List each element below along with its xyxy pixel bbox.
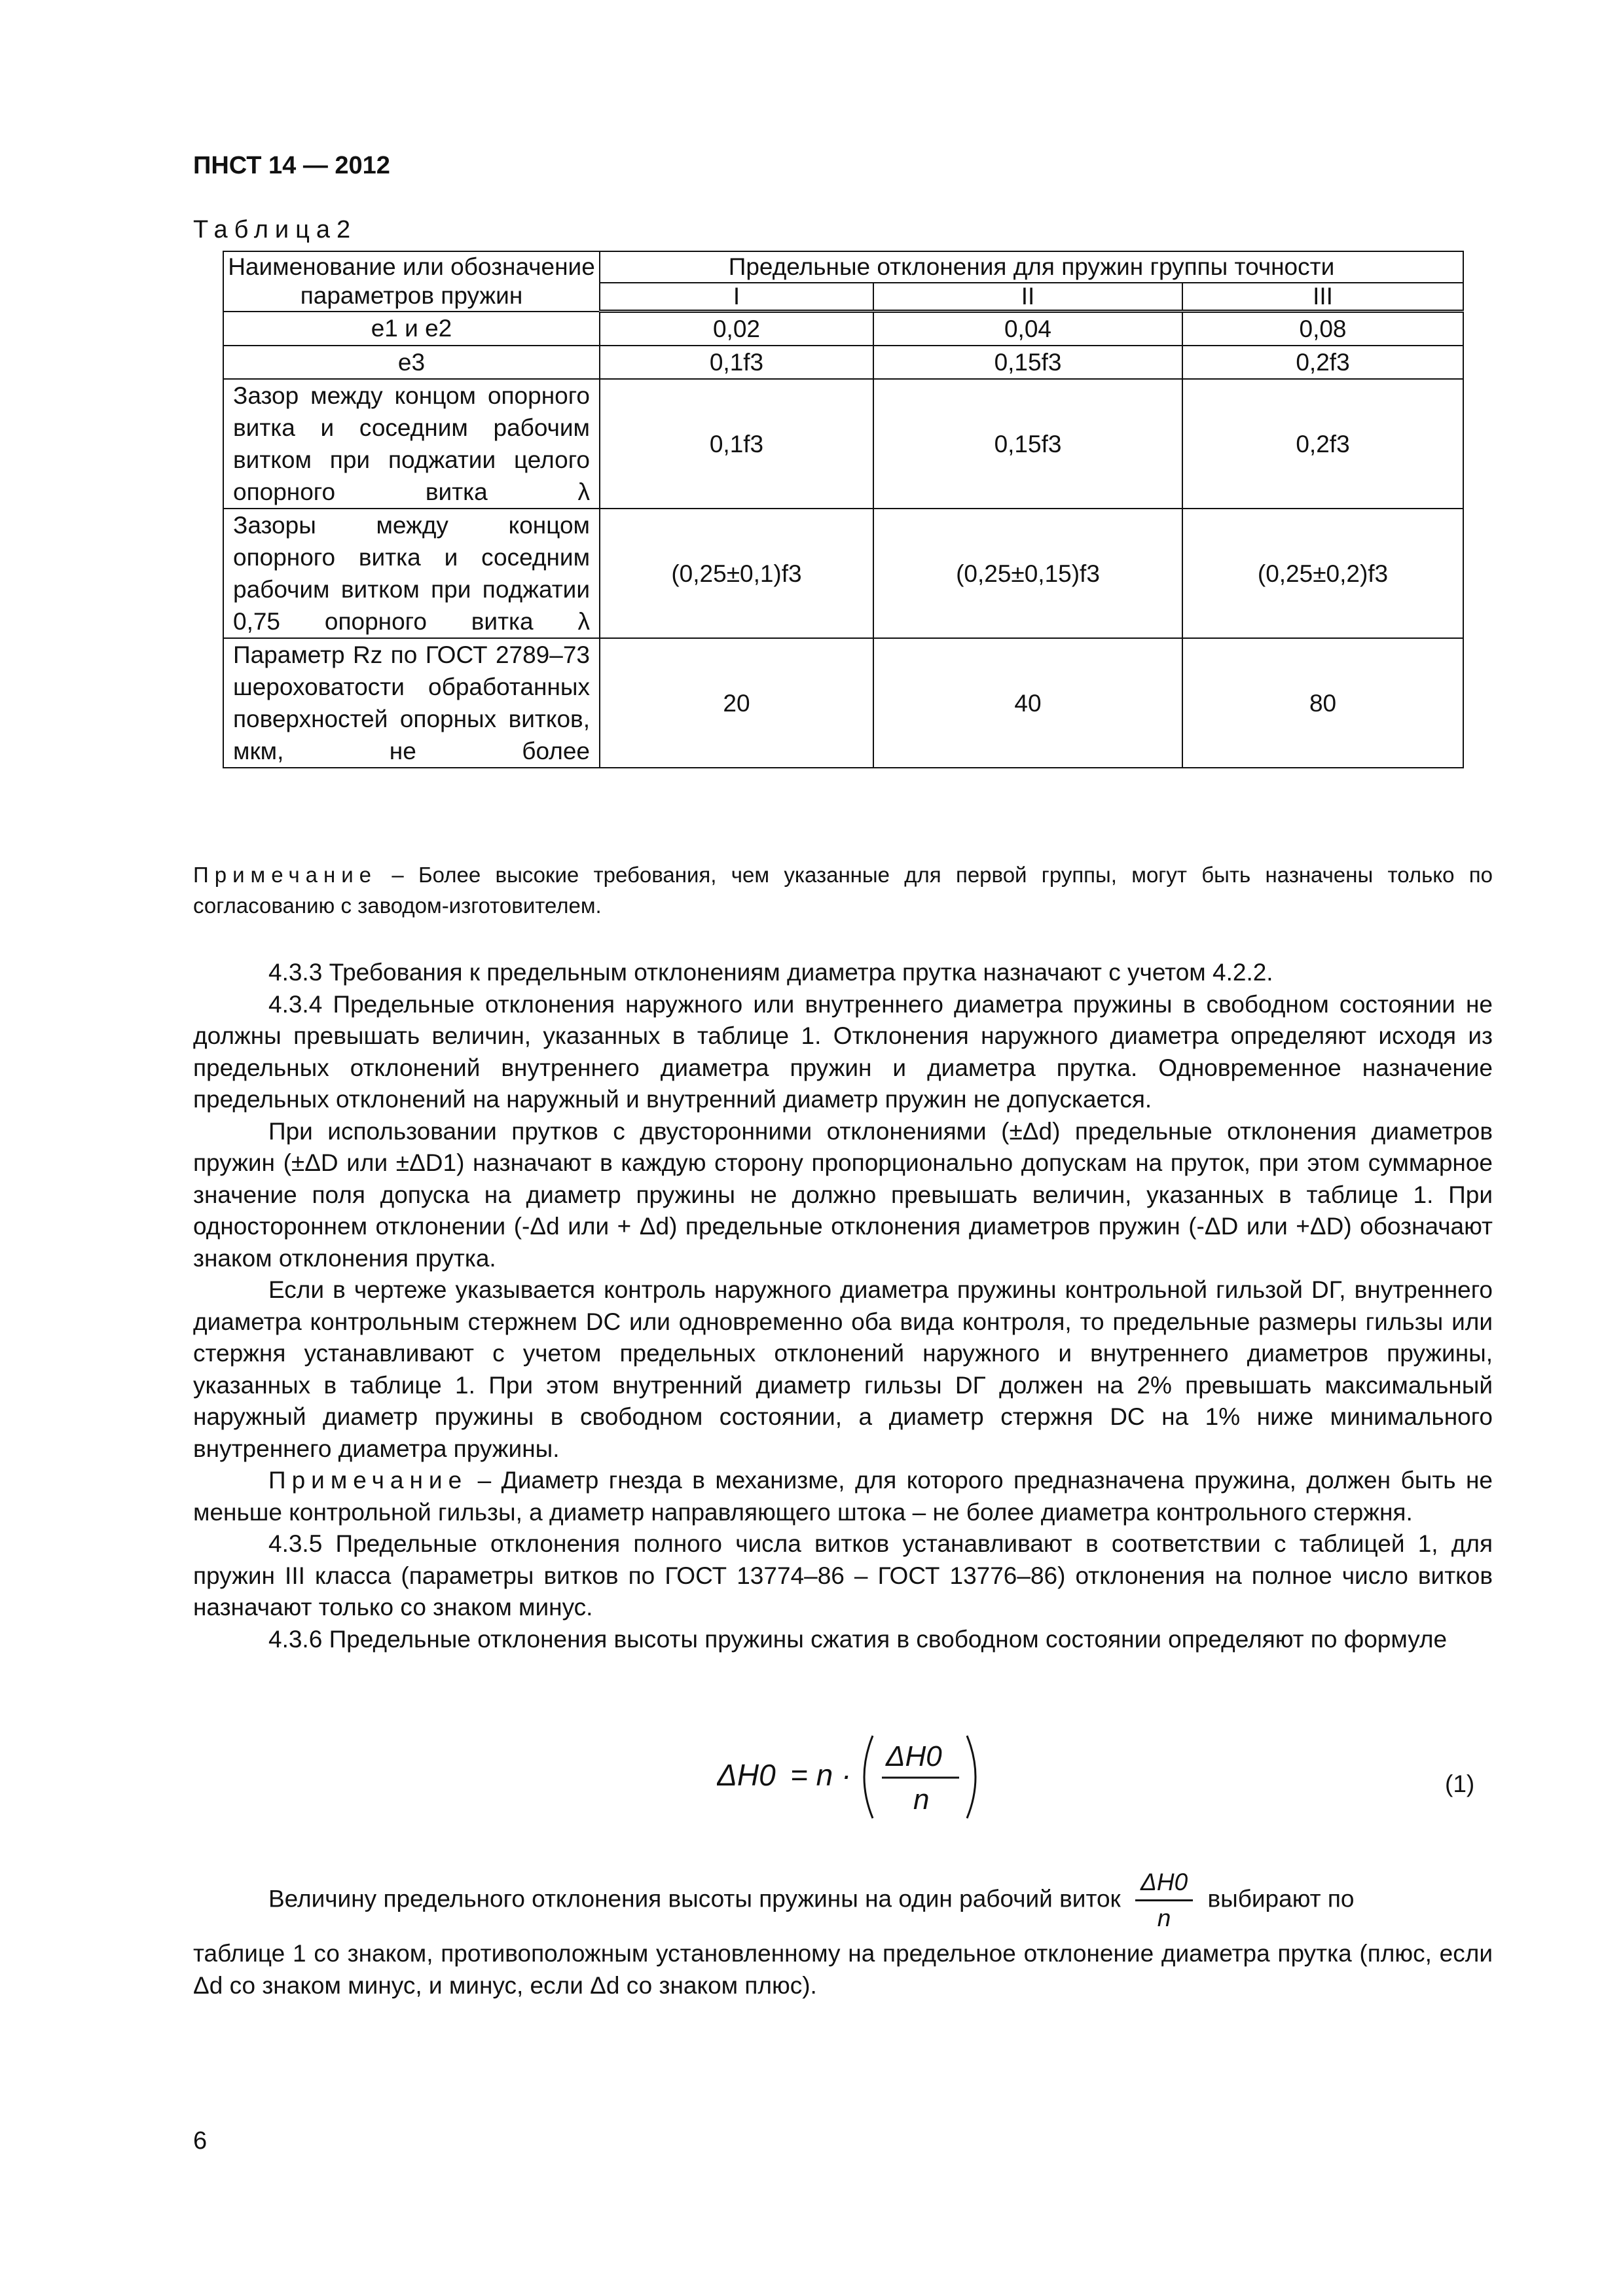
inline-frac-den: n	[1157, 1905, 1171, 1931]
value-cell: 20	[600, 638, 873, 768]
body-text	[193, 957, 1493, 1655]
frac-denominator: n	[913, 1784, 930, 1816]
param-cell: e1 и e2	[223, 312, 600, 346]
value-cell: 80	[1182, 638, 1463, 768]
value-cell: (0,25±0,2)f3	[1182, 509, 1463, 638]
value-cell: 0,2f3	[1182, 379, 1463, 509]
table-caption: Таблица2	[193, 216, 357, 243]
tolerance-table	[223, 251, 1464, 768]
formula-eq: = n ·	[790, 1758, 852, 1792]
value-cell: 0,04	[873, 312, 1182, 346]
note-label: Примечание	[193, 863, 378, 887]
table-row	[223, 379, 1463, 509]
formula-number: (1)	[1445, 1770, 1475, 1797]
note2-label: Примечание	[268, 1467, 468, 1494]
paragraph-4-3-5: 4.3.5 Предельные отклонения полного числа витков устанавливают в соответствии с таблицей 1, для пружин III класса (параметры витков по ГОСТ 13774–86 – ГОСТ 13776–86) отклонения на полное число витков назначают только со знаком минус.	[193, 1530, 1493, 1621]
paragraph-per-coil	[193, 1865, 1493, 2001]
per-coil-text-b: выбирают по	[1207, 1885, 1355, 1912]
value-cell: 0,2f3	[1182, 346, 1463, 379]
param-cell: e3	[223, 346, 600, 379]
paragraph-gauge: Если в чертеже указывается контроль наружного диаметра пружины контрольной гильзой DГ, внутреннего диаметра контрольным стержнем DC или одновременно оба вида контроля, то предельные размеры гильзы или стержня устанавливают с учетом предельных отклонений наружного и внутреннего диаметров пружины, указанных в таблице 1. При этом внутренний диаметр гильзы DГ должен на 2% превышать максимальный наружный диаметр пружины в свободном состоянии, а диаметр стержня DC на 1% ниже минимального внутреннего диаметра пружины.	[193, 1276, 1493, 1462]
paragraph-4-3-6: 4.3.6 Предельные отклонения высоты пружины сжатия в свободном состоянии определяют по формуле	[268, 1625, 1448, 1653]
per-coil-text-c: таблице 1 со знаком, противоположным установленному на предельное отклонение диаметра прутка (плюс, если Δd со знаком минус, и минус, если Δd со знаком плюс).	[193, 1940, 1493, 1999]
param-cell: Зазор между концом опорного витка и соседним рабочим витком при поджатии целого опорного витка λ	[223, 379, 600, 509]
table-row	[223, 346, 1463, 379]
paragraph-4-3-3: 4.3.3 Требования к предельным отклонениям диаметра прутка назначают с учетом 4.2.2.	[268, 959, 1273, 986]
per-coil-text-a: Величину предельного отклонения высоты пружины на один рабочий виток	[268, 1885, 1121, 1912]
right-paren	[967, 1736, 976, 1818]
table-row	[223, 509, 1463, 638]
document-header: ПНСТ 14 — 2012	[193, 152, 390, 179]
value-cell: 0,15f3	[873, 346, 1182, 379]
left-paren	[864, 1736, 873, 1818]
group-header: Предельные отклонения для пружин группы точности	[600, 251, 1463, 283]
table-row	[223, 312, 1463, 346]
group-ii-header: II	[873, 283, 1182, 312]
table-note	[193, 859, 1493, 921]
inline-frac-num: ΔH0	[1135, 1865, 1193, 1901]
value-cell: 40	[873, 638, 1182, 768]
formula-lhs: ΔH0	[717, 1758, 776, 1792]
param-cell: Зазоры между концом опорного витка и соседним рабочим витком при поджатии 0,75 опорного витка λ	[223, 509, 600, 638]
page-number: 6	[193, 2127, 208, 2155]
value-cell: 0,08	[1182, 312, 1463, 346]
param-cell: Параметр Rz по ГОСТ 2789–73 шероховатости обработанных поверхностей опорных витков, мкм, не более	[223, 638, 600, 768]
inline-fraction	[1135, 1865, 1193, 1935]
note-text: – Более высокие требования, чем указанные для первой группы, могут быть назначены только по согласованию с заводом-изготовителем.	[193, 863, 1493, 918]
value-cell: 0,1f3	[600, 346, 873, 379]
frac-numerator: ΔH0	[886, 1740, 942, 1772]
col-param-header: Наименование или обозначение параметров пружин	[223, 251, 600, 312]
per-coil-line	[193, 1865, 1493, 1935]
value-cell: 0,02	[600, 312, 873, 346]
paragraph-4-3-4: 4.3.4 Предельные отклонения наружного или внутреннего диаметра пружины в свободном состоянии не должны превышать величин, указанных в таблице 1. Отклонения наружного диаметра определяют исходя из предельных отклонений внутреннего диаметра пружин и диаметра прутка. Одновременное назначение предельных отклонений на наружный и внутренний диаметр пружин не допускается.	[193, 990, 1493, 1113]
table-row	[223, 638, 1463, 768]
formula-1	[717, 1728, 979, 1826]
value-cell: (0,25±0,15)f3	[873, 509, 1182, 638]
group-i-header: I	[600, 283, 873, 312]
group-iii-header: III	[1182, 283, 1463, 312]
paragraph-bars: При использовании прутков с двусторонними отклонениями (±Δd) предельные отклонения диаметров пружин (±ΔD или ±ΔD1) назначают в каждую сторону пропорционально допускам на пруток, при этом суммарное значение поля допуска на диаметр пружины не должно превышать величин, указанных в таблице 1. При одностороннем отклонении (-Δd или + Δd) предельные отклонения диаметров пружин (-ΔD или +ΔD) обозначают знаком отклонения прутка.	[193, 1117, 1493, 1272]
paragraph-note	[193, 1465, 1493, 1528]
value-cell: (0,25±0,1)f3	[600, 509, 873, 638]
value-cell: 0,1f3	[600, 379, 873, 509]
value-cell: 0,15f3	[873, 379, 1182, 509]
note2-text: – Диаметр гнезда в механизме, для которого предназначена пружина, должен быть не меньше контрольной гильзы, а диаметр направляющего штока – не более диаметра контрольного стержня.	[193, 1467, 1493, 1526]
